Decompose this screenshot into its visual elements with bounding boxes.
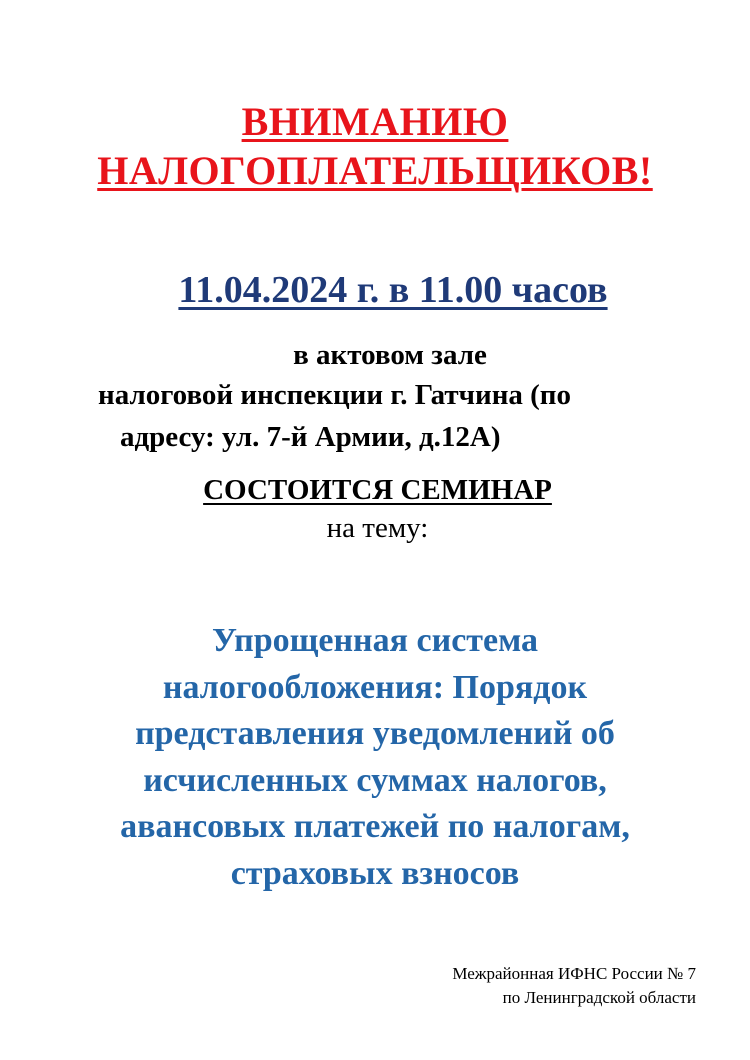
headline-line-2: НАЛОГОПЛАТЕЛЬЩИКОВ! (97, 148, 653, 193)
issuer-region: по Ленинградской области (502, 988, 696, 1007)
topic-line: авансовых платежей по налогам, (120, 808, 630, 845)
topic-line: Упрощенная система (211, 622, 539, 659)
venue-line-2: налоговой инспекции г. Гатчина (по (98, 379, 572, 411)
issuer-name: Межрайонная ИФНС России № 7 (452, 964, 696, 983)
seminar-announcement: СОСТОИТСЯ СЕМИНАР (203, 474, 552, 506)
topic-line: налогообложения: Порядок (162, 668, 588, 706)
topic-line: страховых взносов (230, 854, 520, 892)
seminar-topic (0, 618, 750, 897)
headline-line-1: ВНИМАНИЮ (241, 99, 509, 144)
issuer-footer (452, 962, 696, 1010)
event-datetime: 11.04.2024 г. в 11.00 часов (178, 269, 608, 311)
venue-line-1: в актовом зале (293, 339, 487, 371)
topic-line: представления уведомлений об (135, 715, 615, 752)
theme-label: на тему: (326, 512, 429, 544)
venue-line-3: адресу: ул. 7-й Армии, д.12А) (120, 421, 501, 453)
topic-line: исчисленных суммах налогов, (143, 761, 607, 799)
